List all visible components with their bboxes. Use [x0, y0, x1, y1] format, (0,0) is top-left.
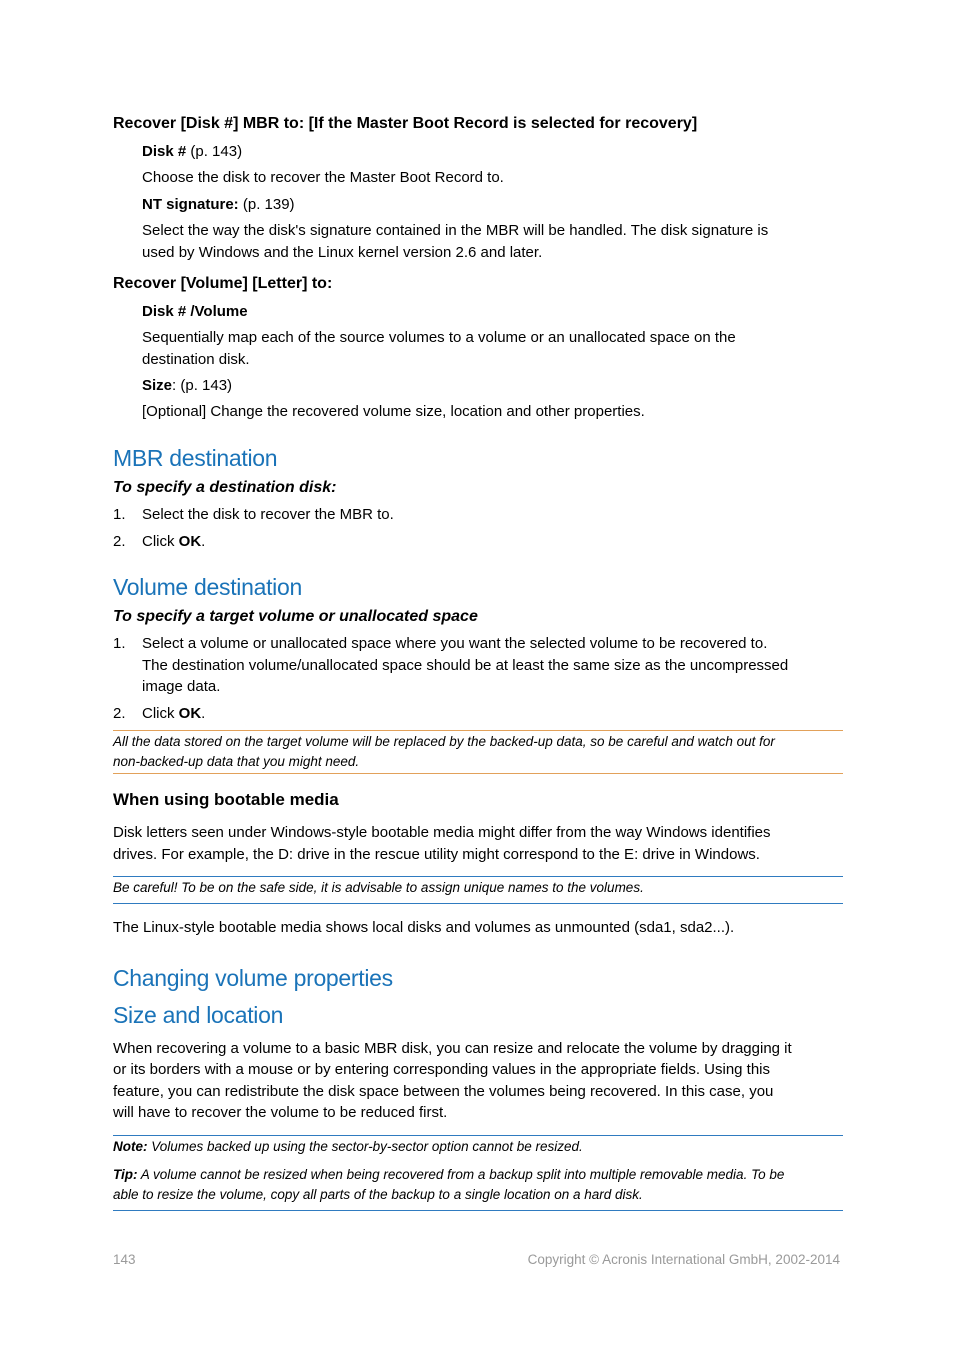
careful-top-rule	[113, 876, 843, 877]
changing-volume-title: Changing volume properties	[113, 965, 393, 991]
size-label: Size	[142, 377, 173, 394]
linux-media-text: The Linux-style bootable media shows local disks and volumes as unmounted (sda1, sda2...).	[113, 919, 735, 936]
size-para-line-3: feature, you can redistribute the disk space between the volumes being recovered. In this case, you	[113, 1083, 774, 1100]
warning-line-2: non-backed-up data that you might need.	[113, 754, 360, 769]
mbr-step-2-pre: Click	[142, 533, 179, 550]
size-para-line-4: will have to recover the volume to be reduced first.	[113, 1104, 448, 1121]
disk-volume-desc-1: Sequentially map each of the source volumes to a volume or an unallocated space on the	[142, 329, 736, 346]
nt-signature-label: NT signature:	[142, 196, 239, 213]
warning-bottom-rule	[113, 773, 843, 774]
note-label: Note:	[113, 1139, 148, 1154]
tip-block	[113, 1165, 784, 1185]
tip-bottom-rule	[113, 1210, 843, 1211]
bootable-para-line-2: drives. For example, the D: drive in the rescue utility might correspond to the E: drive in Windows.	[113, 846, 760, 863]
disk-volume-desc-2: destination disk.	[142, 351, 250, 368]
vol-step-2-ok: OK	[178, 705, 202, 722]
bootable-media-heading: When using bootable media	[113, 790, 339, 809]
vol-step-1-line-1: Select a volume or unallocated space where you want the selected volume to be recovered to.	[142, 635, 768, 652]
mbr-destination-title: MBR destination	[113, 445, 278, 471]
size-location-title: Size and location	[113, 1002, 284, 1028]
size-ref[interactable]: : (p. 143)	[172, 377, 233, 394]
volume-destination-title: Volume destination	[113, 574, 302, 600]
nt-signature-ref[interactable]: (p. 139)	[238, 196, 295, 213]
vol-step-1-line-3: image data.	[142, 678, 221, 695]
tip-line-1: A volume cannot be resized when being recovered from a backup split into multiple removable media. To be	[137, 1167, 785, 1182]
mbr-step-2-post: .	[201, 533, 206, 550]
size-para-line-1: When recovering a volume to a basic MBR disk, you can resize and relocate the volume by dragging it	[113, 1040, 792, 1057]
page-number: 143	[113, 1252, 136, 1267]
disk-number-ref[interactable]: (p. 143)	[186, 143, 243, 160]
note-text: Volumes backed up using the sector-by-sector option cannot be resized.	[147, 1139, 583, 1154]
disk-number-label: Disk #	[142, 143, 187, 160]
nt-signature-item	[142, 194, 295, 216]
vol-step-1-line-2: The destination volume/unallocated space should be at least the same size as the uncompressed	[142, 657, 789, 674]
note-block	[113, 1137, 583, 1157]
mbr-step-2-num: 2.	[113, 533, 126, 550]
tip-line-2: able to resize the volume, copy all parts of the backup to a single location on a hard disk.	[113, 1187, 643, 1202]
disk-number-item	[142, 141, 242, 163]
vol-step-2-post: .	[201, 705, 206, 722]
warning-line-1: All the data stored on the target volume will be replaced by the backed-up data, so be careful and watch out for	[113, 734, 775, 749]
recover-volume-heading: Recover [Volume] [Letter] to:	[113, 275, 333, 292]
copyright-notice: Copyright © Acronis International GmbH, 2002-2014	[527, 1252, 840, 1267]
note-top-rule	[113, 1135, 843, 1136]
vol-step-2-num: 2.	[113, 705, 126, 722]
size-para-line-2: or its borders with a mouse or by entering corresponding values in the appropriate fields. Using this	[113, 1061, 771, 1078]
warning-top-rule	[113, 730, 843, 731]
vol-step-2-pre: Click	[142, 705, 179, 722]
size-desc: [Optional] Change the recovered volume size, location and other properties.	[142, 403, 645, 420]
mbr-destination-subtitle: To specify a destination disk:	[113, 479, 337, 496]
recover-mbr-heading: Recover [Disk #] MBR to: [If the Master Boot Record is selected for recovery]	[113, 115, 698, 132]
bootable-para-line-1: Disk letters seen under Windows-style bootable media might differ from the way Windows identifies	[113, 824, 771, 841]
volume-destination-subtitle: To specify a target volume or unallocated space	[113, 608, 478, 625]
careful-note: Be careful! To be on the safe side, it is advisable to assign unique names to the volumes.	[113, 880, 644, 895]
nt-signature-desc-1: Select the way the disk's signature contained in the MBR will be handled. The disk signature is	[142, 222, 769, 239]
vol-step-1-num: 1.	[113, 635, 126, 652]
tip-label: Tip:	[113, 1167, 138, 1182]
mbr-step-2-ok: OK	[178, 533, 202, 550]
nt-signature-desc-2: used by Windows and the Linux kernel version 2.6 and later.	[142, 244, 543, 261]
disk-number-desc: Choose the disk to recover the Master Boot Record to.	[142, 169, 504, 186]
mbr-step-1-text: Select the disk to recover the MBR to.	[142, 506, 394, 523]
mbr-step-1-num: 1.	[113, 506, 126, 523]
disk-volume-label: Disk # /Volume	[142, 303, 248, 320]
careful-bottom-rule	[113, 903, 843, 904]
size-item	[142, 375, 232, 397]
